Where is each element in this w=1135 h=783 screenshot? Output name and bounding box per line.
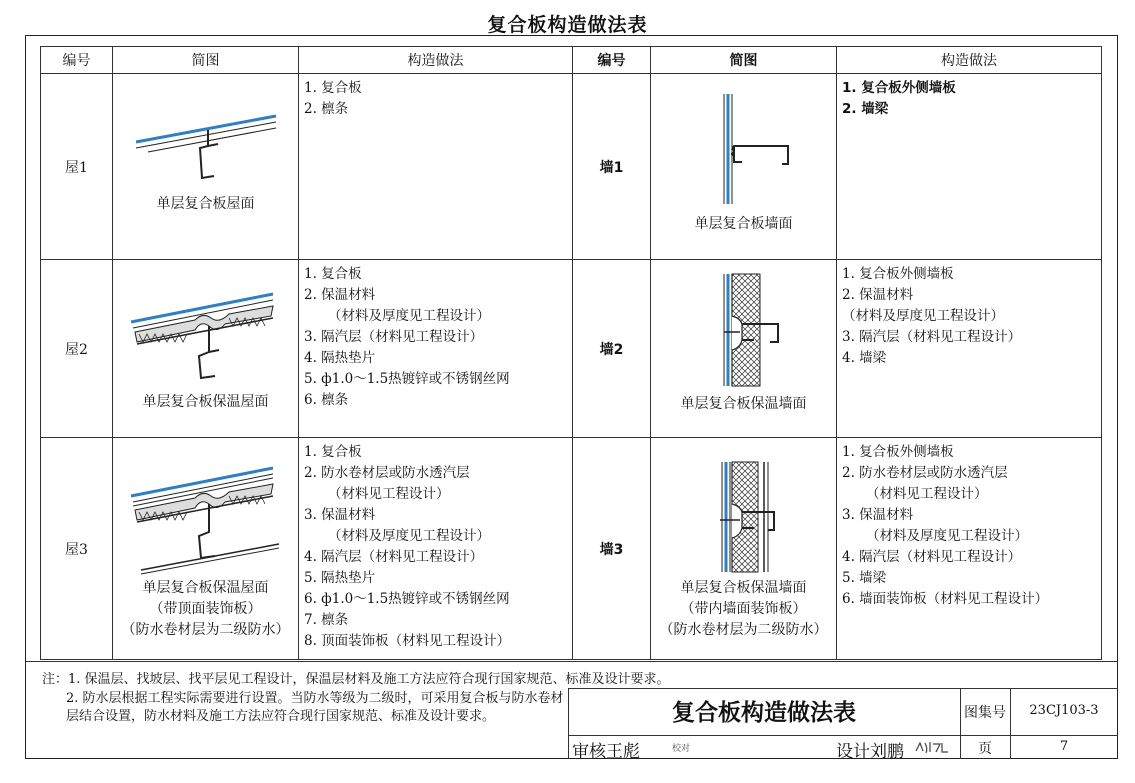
construction-table: [40, 46, 1102, 660]
row-id: 屋3: [41, 438, 113, 660]
figure-caption: 单层复合板屋面: [156, 196, 255, 212]
figure-caption: （带内墙面装饰板）: [680, 601, 807, 617]
tb-divider: [568, 735, 1118, 736]
list-item: 3. 保温材料: [842, 507, 914, 523]
figure-cell: [113, 260, 299, 438]
table-row: [41, 438, 1102, 660]
roof-decorated-diagram: [121, 438, 291, 578]
row-id: 墙2: [573, 260, 651, 438]
figure-cell: [113, 438, 299, 660]
list-item: 4. 隔汽层（材料见工程设计）: [842, 549, 1022, 565]
list-item: 1. 复合板外侧墙板: [842, 444, 954, 460]
header-id-right: 编号: [573, 47, 651, 74]
figure-cell: [651, 438, 837, 660]
list-item: 1. 复合板: [304, 444, 362, 460]
page-title: 复合板构造做法表: [487, 14, 648, 36]
header-id-left: 编号: [41, 47, 113, 74]
method-cell: [299, 74, 573, 260]
list-item: （材料及厚度见工程设计）: [328, 528, 490, 544]
list-item: 1. 复合板: [304, 80, 362, 96]
list-item: 4. 隔汽层（材料见工程设计）: [304, 549, 484, 565]
list-item: 5. ф1.0～1.5热镀锌或不锈钢丝网: [304, 371, 510, 387]
method-cell: [299, 438, 573, 660]
list-item: 1. 复合板外侧墙板: [842, 80, 956, 96]
list-item: 1. 复合板外侧墙板: [842, 266, 954, 282]
roof-single-diagram: [126, 74, 286, 194]
figure-caption: 单层复合板保温墙面: [680, 580, 807, 596]
signature-mark: [914, 739, 950, 755]
list-item: （材料及厚度见工程设计）: [866, 528, 1028, 544]
list-item: 2. 保温材料: [842, 287, 914, 303]
figure-cell: [651, 74, 837, 260]
list-item: 5. 墙梁: [842, 570, 887, 586]
title-block: [568, 688, 1118, 762]
figure-caption: 单层复合板保温屋面: [142, 580, 269, 596]
figure-caption: 单层复合板墙面: [694, 216, 793, 232]
wall-decorated-diagram: [664, 438, 824, 578]
list-item: 4. 墙梁: [842, 350, 887, 366]
method-list: [299, 74, 572, 120]
list-item: （材料及厚度见工程设计）: [328, 308, 490, 324]
figure-caption: （防水卷材层为二级防水）: [121, 622, 290, 638]
list-item: 3. 隔汽层（材料见工程设计）: [842, 329, 1022, 345]
list-item: 5. 隔热垫片: [304, 570, 376, 586]
note-1: 注：1. 保温层、找坡层、找平层见工程设计，保温层材料及施工方法应符合现行国家规范、标准及设计要求。: [25, 661, 1118, 688]
list-item: 2. 防水卷材层或防水透汽层: [842, 465, 1008, 481]
list-item: （材料见工程设计）: [328, 486, 450, 502]
list-item: 2. 墙梁: [842, 101, 889, 117]
method-cell: [299, 260, 573, 438]
table-row: [41, 74, 1102, 260]
list-item: 4. 隔热垫片: [304, 350, 376, 366]
check-label: 校对: [672, 744, 691, 754]
method-list: [299, 260, 572, 411]
wall-insulated-diagram: [664, 260, 824, 394]
method-list: [837, 260, 1101, 369]
method-cell: [837, 260, 1102, 438]
header-figure-left: 简图: [113, 47, 299, 74]
page-label: 页: [978, 741, 992, 757]
list-item: 2. 保温材料: [304, 287, 376, 303]
list-item: 7. 檩条: [304, 612, 349, 628]
figure-cell: [651, 260, 837, 438]
figure-cell: [113, 74, 299, 260]
review-signer: 审核王彪: [572, 742, 640, 762]
method-cell: [837, 438, 1102, 660]
row-id: 墙1: [573, 74, 651, 260]
figure-caption: 单层复合板保温墙面: [680, 396, 807, 412]
list-item: 1. 复合板: [304, 266, 362, 282]
drawing-title: 复合板构造做法表: [672, 700, 856, 726]
header-method-left: 构造做法: [299, 47, 573, 74]
list-item: 6. 檩条: [304, 392, 349, 408]
figure-caption: （防水卷材层为二级防水）: [659, 622, 828, 638]
list-item: 6. ф1.0～1.5热镀锌或不锈钢丝网: [304, 591, 510, 607]
list-item: 8. 顶面装饰板（材料见工程设计）: [304, 633, 511, 649]
method-list: [837, 438, 1101, 610]
figure-caption: 单层复合板保温屋面: [142, 394, 269, 410]
row-id: 屋1: [41, 74, 113, 260]
page-number: 7: [1059, 739, 1069, 754]
design-signer: 设计刘鹏: [836, 742, 904, 762]
note-2: 2. 防水层根据工程实际需要进行设置。当防水等级为二级时，可采用复合板与防水卷材层结合设置，防水材料及施工方法应符合现行国家规范、标准及设计要求。: [66, 691, 564, 724]
roof-insulated-diagram: [121, 260, 291, 392]
row-id: 屋2: [41, 260, 113, 438]
method-list: [837, 74, 1101, 120]
list-item: （材料及厚度见工程设计）: [842, 308, 1004, 324]
method-cell: [837, 74, 1102, 260]
tb-border-top: [568, 688, 1118, 689]
method-list: [299, 438, 572, 652]
list-item: 6. 墙面装饰板（材料见工程设计）: [842, 591, 1049, 607]
list-item: 3. 保温材料: [304, 507, 376, 523]
wall-single-diagram: [664, 74, 824, 214]
atlas-number: 23CJ103-3: [1029, 703, 1099, 718]
list-item: 3. 隔汽层（材料见工程设计）: [304, 329, 484, 345]
row-id: 墙3: [573, 438, 651, 660]
list-item: 2. 檩条: [304, 101, 349, 117]
header-row: [41, 47, 1102, 74]
header-method-right: 构造做法: [837, 47, 1102, 74]
list-item: 2. 防水卷材层或防水透汽层: [304, 465, 470, 481]
table-row: [41, 260, 1102, 438]
list-item: （材料见工程设计）: [866, 486, 988, 502]
header-figure-right: 简图: [651, 47, 837, 74]
atlas-label: 图集号: [964, 705, 1006, 721]
figure-caption: （带顶面装饰板）: [149, 601, 262, 617]
